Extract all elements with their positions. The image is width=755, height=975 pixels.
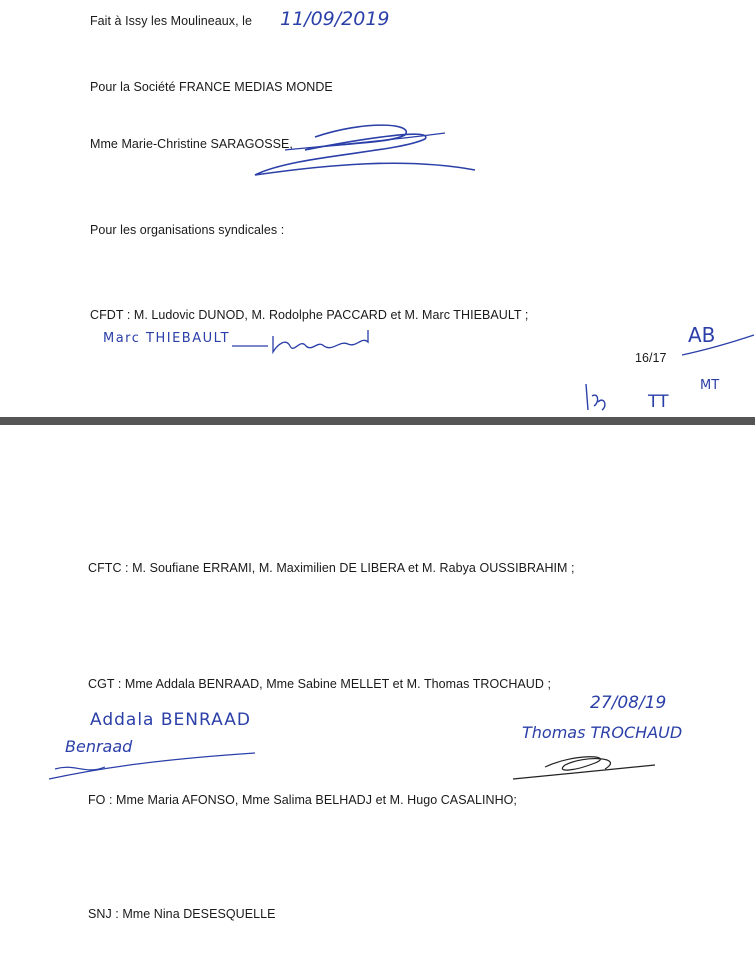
ceo-signature: [245, 115, 485, 185]
snj-line: SNJ : Mme Nina DESESQUELLE: [88, 907, 276, 921]
signed-at-label: Fait à Issy les Moulineaux, le: [90, 14, 252, 28]
cgt-signature-left-underline: [45, 745, 265, 785]
unions-heading: Pour les organisations syndicales :: [90, 223, 285, 237]
ceo-line: Mme Marie-Christine SARAGOSSE,: [90, 137, 293, 151]
initials-ab: AB: [688, 323, 716, 347]
company-line: Pour la Société FRANCE MEDIAS MONDE: [90, 80, 333, 94]
page-2: [0, 425, 755, 975]
initials-tt: TT: [648, 392, 669, 412]
cgt-handwritten-name-left: Addala BENRAAD: [90, 710, 251, 730]
cfdt-signature: [228, 326, 388, 358]
initials-mt: MT: [700, 378, 720, 393]
cfdt-handwritten-name: Marc THIEBAULT: [103, 331, 231, 346]
cgt-signature-right: [505, 747, 665, 785]
cgt-handwritten-signature-left: Benraad: [65, 737, 133, 756]
cgt-line: CGT : Mme Addala BENRAAD, Mme Sabine MELLET et M. Thomas TROCHAUD ;: [88, 677, 551, 691]
cgt-handwritten-name-right: Thomas TROCHAUD: [522, 723, 683, 742]
cfdt-line: CFDT : M. Ludovic DUNOD, M. Rodolphe PACCARD et M. Marc THIEBAULT ;: [90, 308, 529, 322]
page-separator: [0, 417, 755, 425]
cgt-handwritten-date: 27/08/19: [590, 693, 667, 713]
handwritten-signature-date: 11/09/2019: [280, 8, 390, 30]
initials-underline: [680, 325, 755, 365]
cftc-line: CFTC : M. Soufiane ERRAMI, M. Maximilien DE LIBERA et M. Rabya OUSSIBRAHIM ;: [88, 561, 575, 575]
initials-mark: [580, 380, 610, 414]
page-number: 16/17: [635, 351, 667, 365]
page-1: [0, 0, 755, 418]
fo-line: FO : Mme Maria AFONSO, Mme Salima BELHADJ et M. Hugo CASALINHO;: [88, 793, 517, 807]
